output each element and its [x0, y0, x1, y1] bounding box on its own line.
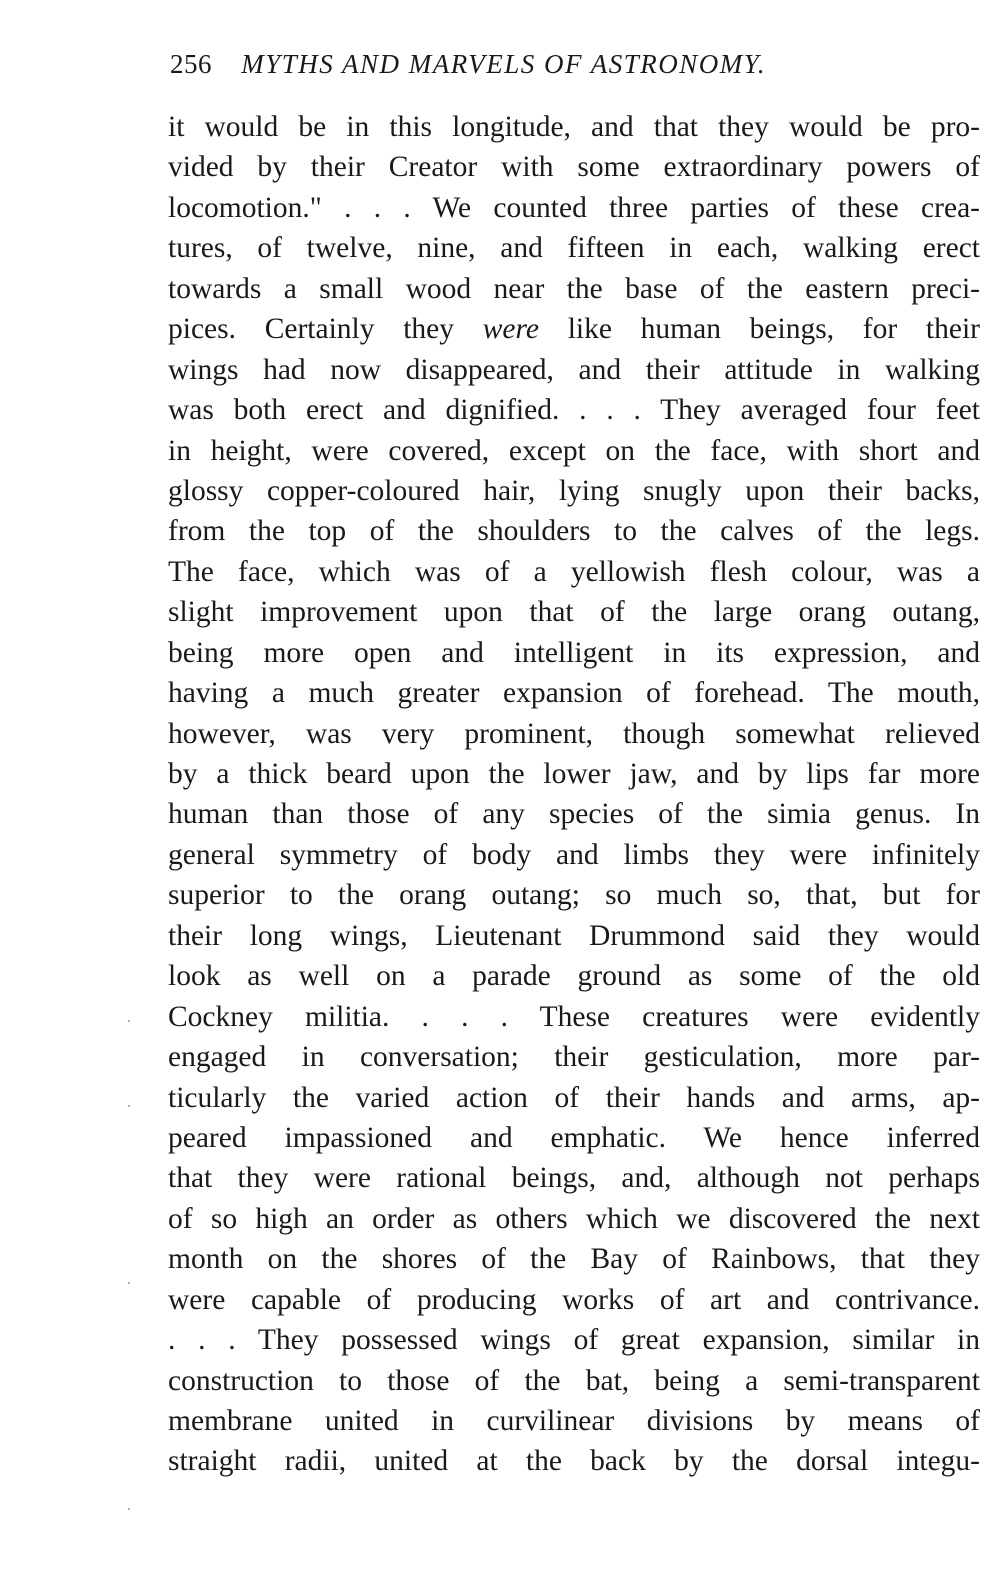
- scan-speck: [128, 1282, 130, 1284]
- text-line: from the top of the shoulders to the calves of the legs.: [168, 515, 980, 548]
- text-line: membrane united in curvilinear divisions by means of: [168, 1405, 980, 1437]
- scan-speck: [128, 1105, 130, 1107]
- text-line: being more open and intelligent in its expression, and: [168, 636, 980, 669]
- text-line: were capable of producing works of art and contrivance.: [168, 1283, 980, 1316]
- text-line: in height, were covered, except on the face, with short and: [168, 434, 980, 467]
- scan-speck: [128, 1508, 130, 1510]
- text-line: by a thick beard upon the lower jaw, and by lips far more: [168, 758, 980, 790]
- text-line: general symmetry of body and limbs they were infinitely: [168, 838, 980, 871]
- text-line: however, was very prominent, though somewhat relieved: [168, 717, 980, 750]
- text-line: . . . They possessed wings of great expansion, similar in: [168, 1324, 980, 1357]
- scan-margin-specks: [128, 1020, 138, 1520]
- text-line: glossy copper-coloured hair, lying snugly upon their backs,: [168, 474, 980, 507]
- page-number: 256: [170, 49, 212, 79]
- text-line: pices. Certainly they were like human beings, for their: [168, 313, 980, 346]
- text-line: it would be in this longitude, and that they would be pro-: [168, 111, 980, 143]
- text-line: month on the shores of the Bay of Rainbows, that they: [168, 1243, 980, 1276]
- text-line: was both erect and dignified. . . . They averaged four feet: [168, 394, 980, 427]
- text-line: slight improvement upon that of the large orang outang,: [168, 596, 980, 629]
- body-text: [168, 107, 980, 1482]
- text-line: human than those of any species of the simia genus. In: [168, 798, 980, 831]
- emphasis: were: [482, 313, 539, 346]
- text-line: construction to those of the bat, being a semi-transparent: [168, 1364, 980, 1397]
- text-line: The face, which was of a yellowish flesh colour, was a: [168, 555, 980, 588]
- text-line: ticularly the varied action of their hands and arms, ap-: [168, 1081, 980, 1114]
- text-line: peared impassioned and emphatic. We hence inferred: [168, 1121, 980, 1154]
- text-line: superior to the orang outang; so much so, that, but for: [168, 879, 980, 912]
- running-title: MYTHS AND MARVELS OF ASTRONOMY.: [241, 49, 767, 79]
- text-line: of so high an order as others which we discovered the next: [168, 1202, 980, 1235]
- text-line: Cockney militia. . . . These creatures were evidently: [168, 1000, 980, 1033]
- text-line: vided by their Creator with some extraordinary powers of: [168, 151, 980, 184]
- text-line: their long wings, Lieutenant Drummond said they would: [168, 919, 980, 952]
- text-line: straight radii, united at the back by the dorsal integu-: [168, 1445, 980, 1478]
- scan-speck: [128, 1020, 130, 1022]
- text-line: engaged in conversation; their gesticulation, more par-: [168, 1041, 980, 1074]
- text-line: wings had now disappeared, and their attitude in walking: [168, 353, 980, 386]
- text-line: towards a small wood near the base of the eastern preci-: [168, 272, 980, 305]
- text-line: locomotion." . . . We counted three parties of these crea-: [168, 191, 980, 224]
- text-line: look as well on a parade ground as some of the old: [168, 960, 980, 993]
- text-line: having a much greater expansion of forehead. The mouth,: [168, 677, 980, 710]
- text-line: that they were rational beings, and, although not perhaps: [168, 1162, 980, 1195]
- running-head: [170, 44, 990, 84]
- text-line: tures, of twelve, nine, and fifteen in each, walking erect: [168, 232, 980, 265]
